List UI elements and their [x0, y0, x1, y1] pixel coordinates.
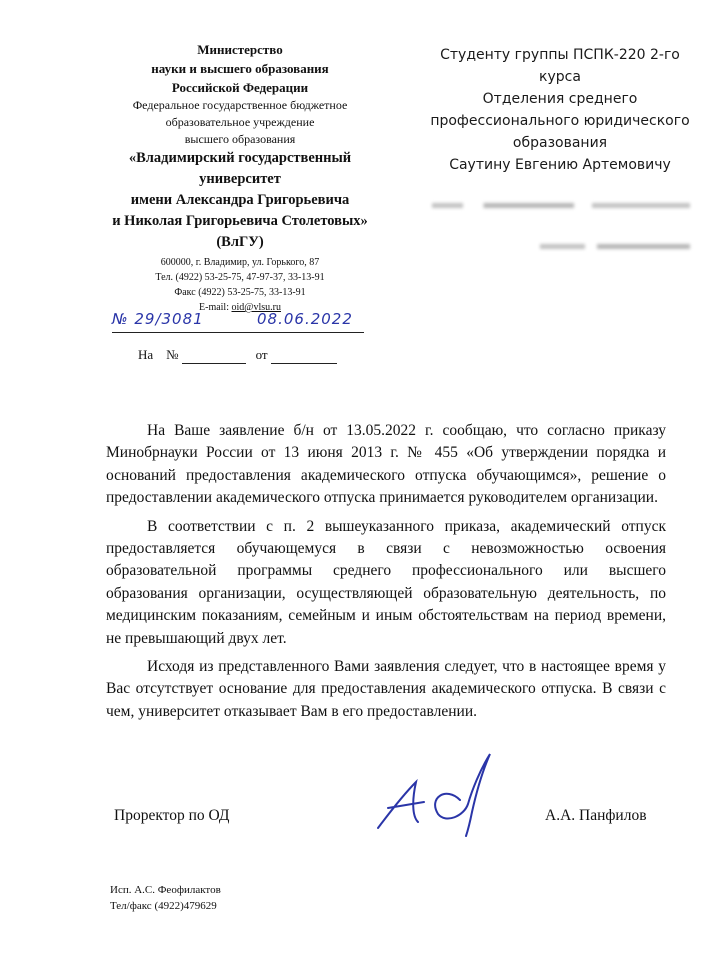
addressee-line: образования	[512, 135, 608, 151]
addressee-line: курса	[539, 69, 581, 85]
registration-number: № 29/3081	[112, 310, 204, 328]
institution-type-line: образовательное учреждение	[165, 115, 315, 129]
university-address: 600000, г. Владимир, ул. Горького, 87	[160, 257, 320, 268]
university-name-line: «Владимирский государственный	[128, 150, 352, 166]
executor-line: Исп. А.С. Феофилактов	[110, 884, 221, 896]
ministry-line: Министерство	[197, 42, 283, 57]
letter-body	[106, 420, 666, 723]
letterhead	[100, 40, 380, 315]
ministry-line: науки и высшего образования	[151, 61, 329, 76]
body-paragraph: В соответствии с п. 2 вышеуказанного приказа, академический отпуск предоставляется обучающемуся в связи с невозможностью освоения образовательной программы среднего профессионального или высшего образования организации, осуществляющей образовательную деятельность, по медицинским показаниям, семейным и иным обстоятельствам на период времени, не превышающий двух лет.	[106, 517, 666, 647]
handwritten-signature	[368, 742, 518, 837]
addressee-name: Саутину Евгению Артемовичу	[449, 157, 671, 173]
redacted-email-line	[540, 244, 690, 249]
addressee-line: Студенту группы ПСПК-220 2-го	[440, 47, 680, 63]
reference-line	[138, 347, 337, 364]
university-name-line: имени Александра Григорьевича	[130, 192, 350, 208]
redacted-address-line	[432, 203, 690, 208]
executor-phone: Тел/факс (4922)479629	[110, 900, 217, 912]
university-abbr: (ВлГУ)	[216, 234, 264, 250]
signatory-position: Проректор по ОД	[114, 807, 230, 824]
institution-type-line: Федеральное государственное бюджетное	[132, 98, 348, 112]
body-paragraph: На Ваше заявление б/н от 13.05.2022 г. сообщаю, что согласно приказу Минобрнауки России от 13 июня 2013 г. № 455 «Об утверждении порядка и оснований предоставления академического отпуска обучающимся», решение о предоставлении академического отпуска принимается руководителем организации.	[106, 422, 666, 507]
from-label: от	[255, 347, 268, 362]
university-fax: Факс (4922) 53-25-75, 33-13-91	[174, 287, 306, 298]
reference-date-blank	[271, 347, 337, 364]
on-label: На	[138, 347, 154, 362]
body-paragraph: Исходя из представленного Вами заявления следует, что в настоящее время у Вас отсутствует основание для предоставления академического отпуска. В связи с чем, университет отказывает Вам в его предоставлении.	[106, 658, 666, 720]
email-label: E-mail:	[199, 302, 232, 313]
addressee-block	[420, 44, 700, 176]
number-sign: №	[166, 347, 179, 362]
institution-type-line: высшего образования	[184, 132, 296, 146]
university-phone: Тел. (4922) 53-25-75, 47-97-37, 33-13-91	[155, 272, 325, 283]
university-name-line: и Николая Григорьевича Столетовых»	[112, 213, 368, 229]
signatory-name: А.А. Панфилов	[545, 807, 647, 824]
email-link[interactable]: oid@vlsu.ru	[231, 302, 281, 313]
addressee-line: Отделения среднего	[482, 91, 638, 107]
addressee-line: профессионального юридического	[430, 113, 690, 129]
registration-date: 08.06.2022	[257, 310, 353, 328]
ministry-line: Российской Федерации	[171, 80, 309, 95]
reference-number-blank	[182, 347, 246, 364]
university-name-line: университет	[199, 171, 281, 187]
